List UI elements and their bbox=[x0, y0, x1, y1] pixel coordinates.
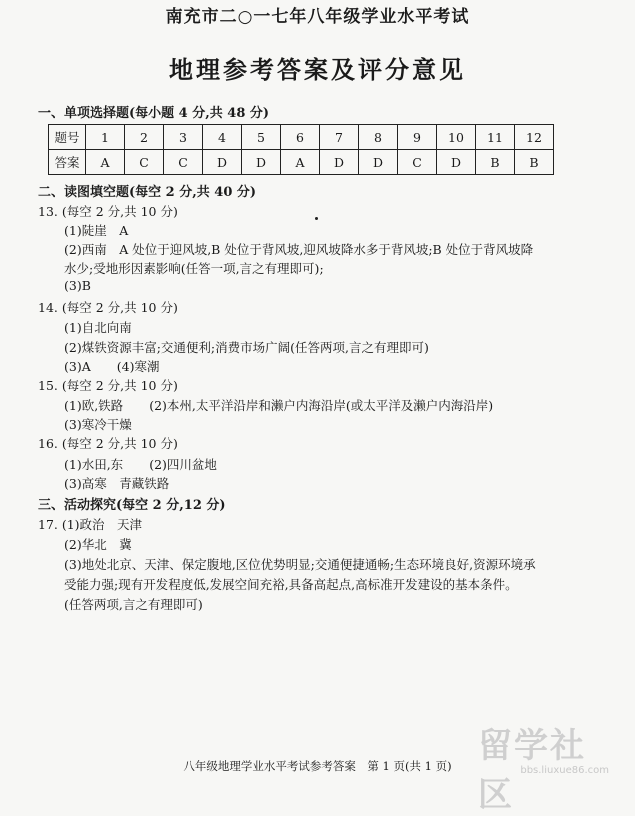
page-footer: 八年级地理学业水平考试参考答案 第 1 页(共 1 页) bbox=[183, 759, 452, 773]
section-3-heading: 三、活动探究(每空 2 分,12 分) bbox=[38, 498, 226, 513]
q13-answer-2: (2)西南 A 处位于迎风坡,B 处位于背风坡,迎风坡降水多于背风坡;B 处位于背风坡降 bbox=[64, 242, 534, 257]
speck bbox=[315, 217, 318, 220]
row-label-number: 题号 bbox=[49, 125, 86, 150]
q16-answer-3: (3)高寒 青藏铁路 bbox=[64, 476, 170, 491]
document-title: 地理参考答案及评分意见 bbox=[169, 55, 466, 84]
q15-answer-2: (2)本州,太平洋沿岸和濑户内海沿岸(或太平洋及濑户内海沿岸) bbox=[149, 398, 494, 413]
exam-title: 南充市二○一七年八年级学业水平考试 bbox=[165, 7, 470, 27]
q14-answer-1: (1)自北向南 bbox=[64, 320, 132, 335]
table-cell: B bbox=[515, 150, 554, 175]
q16-answer-2: (2)四川盆地 bbox=[149, 457, 217, 472]
table-cell: 9 bbox=[398, 125, 437, 150]
table-cell: 10 bbox=[437, 125, 476, 150]
q17-answer-3: (3)地处北京、天津、保定腹地,区位优势明显;交通便捷通畅;生态环境良好,资源环境承 bbox=[64, 557, 536, 572]
q13-answer-1: (1)陡崖 A bbox=[64, 223, 129, 238]
table-cell: 3 bbox=[164, 125, 203, 150]
table-cell: 4 bbox=[203, 125, 242, 150]
q14-answer-3-4 bbox=[64, 357, 159, 375]
watermark-logo bbox=[478, 718, 623, 815]
q13-answer-2-cont: 水少;受地形因素影响(任答一项,言之有理即可); bbox=[64, 261, 324, 276]
table-cell: A bbox=[86, 150, 125, 175]
q15-answer-1-2 bbox=[64, 396, 493, 414]
table-row-numbers bbox=[49, 125, 554, 150]
q15-answer-3: (3)寒冷干燥 bbox=[64, 417, 132, 432]
q17-answer-3-note: (任答两项,言之有理即可) bbox=[64, 597, 203, 612]
q14-answer-3: (3)A bbox=[64, 359, 91, 374]
table-cell: B bbox=[476, 150, 515, 175]
watermark-url: bbs.liuxue86.com bbox=[520, 765, 609, 776]
q15-answer-1: (1)欧,铁路 bbox=[64, 398, 124, 413]
table-cell: 6 bbox=[281, 125, 320, 150]
table-cell: A bbox=[281, 150, 320, 175]
q14-answer-2: (2)煤铁资源丰富;交通便利;消费市场广阔(任答两项,言之有理即可) bbox=[64, 340, 429, 355]
q14-answer-4: (4)寒潮 bbox=[116, 359, 160, 374]
q17-answer-3-cont: 受能力强;现有开发程度低,发展空间充裕,具备高起点,高标准开发建设的基本条件。 bbox=[64, 577, 518, 592]
table-cell: 2 bbox=[125, 125, 164, 150]
section-1-heading: 一、单项选择题(每小题 4 分,共 48 分) bbox=[38, 106, 270, 121]
q16-answer-1: (1)水田,东 bbox=[64, 457, 124, 472]
q17-answer-2: (2)华北 冀 bbox=[64, 537, 132, 552]
section-2-heading: 二、读图填空题(每空 2 分,共 40 分) bbox=[38, 185, 257, 200]
table-row-answers bbox=[49, 150, 554, 175]
table-cell: D bbox=[320, 150, 359, 175]
table-cell: C bbox=[398, 150, 437, 175]
q15-title: 15. (每空 2 分,共 10 分) bbox=[38, 378, 178, 393]
table-cell: 7 bbox=[320, 125, 359, 150]
table-cell: D bbox=[242, 150, 281, 175]
q14-title: 14. (每空 2 分,共 10 分) bbox=[38, 300, 178, 315]
q13-title: 13. (每空 2 分,共 10 分) bbox=[38, 204, 178, 219]
table-cell: 11 bbox=[476, 125, 515, 150]
table-cell: 5 bbox=[242, 125, 281, 150]
table-cell: 8 bbox=[359, 125, 398, 150]
table-cell: C bbox=[164, 150, 203, 175]
q16-answer-1-2 bbox=[64, 455, 217, 473]
table-cell: C bbox=[125, 150, 164, 175]
table-cell: 1 bbox=[86, 125, 125, 150]
table-cell: D bbox=[437, 150, 476, 175]
table-cell: 12 bbox=[515, 125, 554, 150]
table-cell: D bbox=[203, 150, 242, 175]
q16-title: 16. (每空 2 分,共 10 分) bbox=[38, 436, 178, 451]
table-cell: D bbox=[359, 150, 398, 175]
q17-answer-1: 17. (1)政治 天津 bbox=[38, 517, 143, 532]
row-label-answer: 答案 bbox=[49, 150, 86, 175]
watermark-text: 留学社区 bbox=[478, 726, 586, 815]
answer-table bbox=[48, 124, 554, 175]
q13-answer-3: (3)B bbox=[64, 278, 91, 293]
